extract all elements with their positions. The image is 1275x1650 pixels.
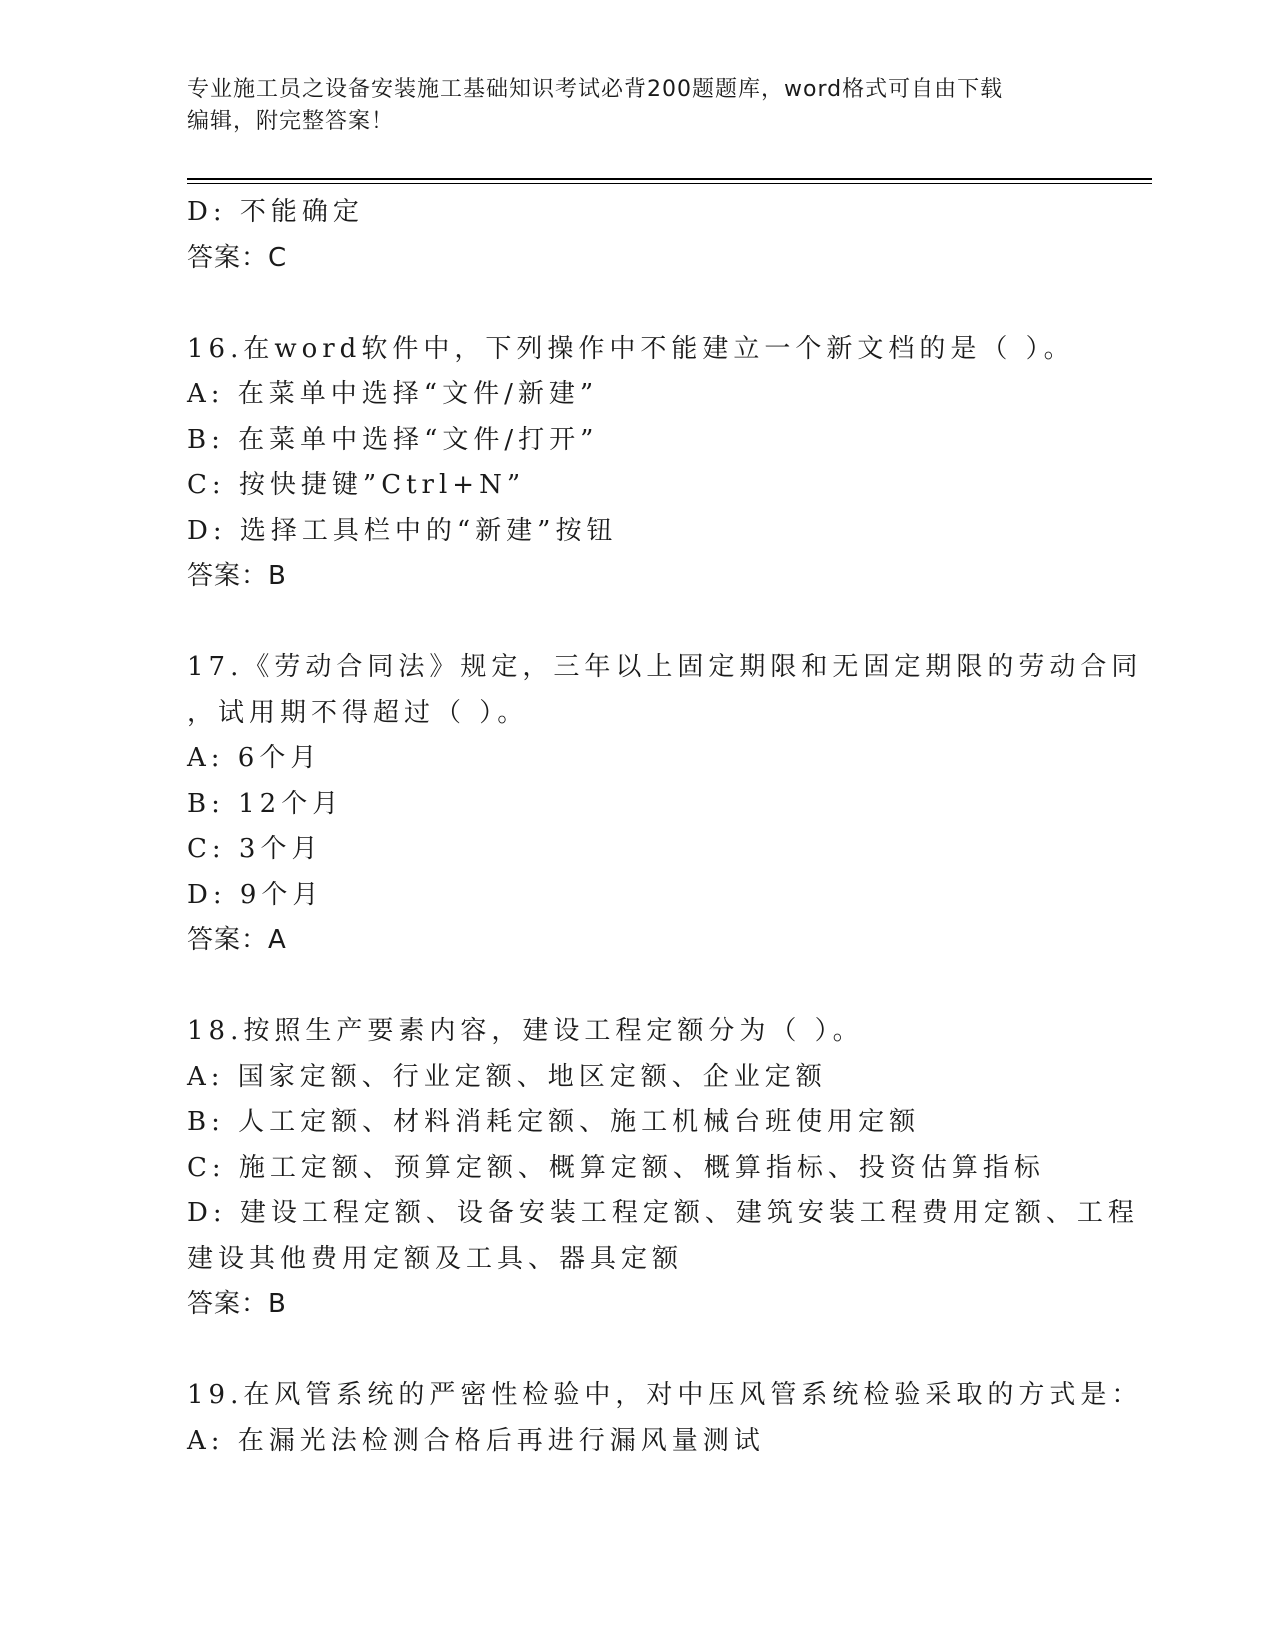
header-title-line-1: 专业施工员之设备安装施工基础知识考试必背200题题库，word格式可自由下载 (187, 77, 1004, 102)
question-stem-line-1: 17.《劳动合同法》规定，三年以上固定期限和无固定期限的劳动合同 (187, 652, 1143, 682)
option-d: D: 9个月 (187, 879, 324, 910)
option-a: A: 在漏光法检测合格后再进行漏风量测试 (187, 1425, 765, 1456)
option-d-line-1: D: 建设工程定额、设备安装工程定额、建筑安装工程费用定额、工程 (187, 1198, 1139, 1228)
option-d: D: 不能确定 (187, 197, 364, 227)
option-b: B: 在菜单中选择“文件/打开” (187, 424, 599, 455)
header-title-line-2: 编辑，附完整答案！ (187, 109, 395, 134)
option-a: A: 在菜单中选择“文件/新建” (187, 379, 599, 409)
question-stem: 18.按照生产要素内容，建设工程定额分为（ ）。 (187, 1016, 864, 1046)
option-d-line-2: 建设其他费用定额及工具、器具定额 (187, 1243, 684, 1274)
answer: 答案：A (187, 925, 287, 955)
option-c: C: 施工定额、预算定额、概算定额、概算指标、投资估算指标 (187, 1152, 1045, 1183)
header-divider-thin (187, 183, 1152, 184)
question-stem: 16.在word软件中，下列操作中不能建立一个新文档的是（ ）。 (187, 333, 1075, 364)
option-c: C: 3个月 (187, 834, 323, 864)
question-17 (187, 645, 1143, 964)
spacer (187, 281, 1087, 327)
option-a: A: 国家定额、行业定额、地区定额、企业定额 (187, 1061, 827, 1092)
document-header (187, 74, 1067, 138)
option-a: A: 6个月 (187, 743, 322, 773)
answer: 答案：B (187, 1289, 287, 1319)
spacer (187, 600, 1087, 646)
question-16 (187, 327, 1087, 600)
question-15-tail (187, 190, 1087, 281)
question-stem-line-2: ，试用期不得超过（ ）。 (187, 697, 529, 728)
spacer (187, 1328, 1087, 1374)
question-stem: 19.在风管系统的严密性检验中，对中压风管系统检验采取的方式是： (187, 1380, 1143, 1410)
question-18 (187, 1009, 1139, 1328)
answer: 答案：B (187, 561, 287, 591)
question-list (187, 190, 1143, 1464)
option-d: D: 选择工具栏中的“新建”按钮 (187, 515, 618, 546)
header-divider-thick (187, 178, 1152, 180)
spacer (187, 964, 1087, 1010)
option-b: B: 人工定额、材料消耗定额、施工机械台班使用定额 (187, 1107, 921, 1137)
question-19 (187, 1373, 1143, 1464)
option-c: C: 按快捷键”Ctrl+N” (187, 470, 526, 500)
answer: 答案：C (187, 242, 288, 273)
option-b: B: 12个月 (187, 788, 344, 819)
